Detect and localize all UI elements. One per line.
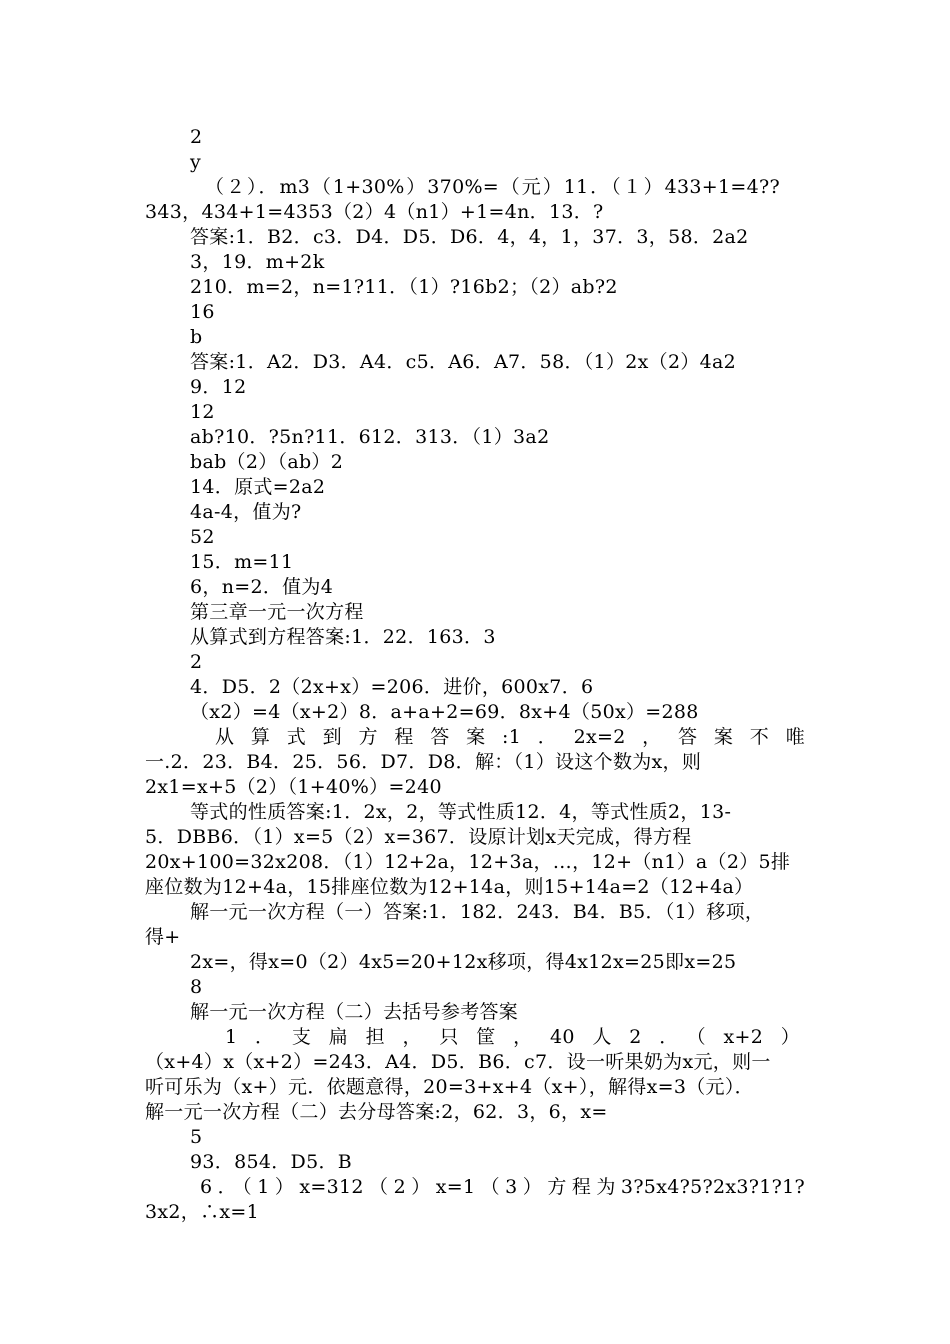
section-heading: 解一元一次方程（二）去括号参考答案 xyxy=(190,1001,519,1023)
text-line: 2 xyxy=(190,126,203,148)
text-line: 52 xyxy=(190,526,215,548)
text-line: 得+ xyxy=(145,926,181,948)
text-line: 16 xyxy=(190,301,215,323)
text-line: 12 xyxy=(190,401,215,423)
text-line: 等式的性质答案:1．2x，2，等式性质12．4，等式性质2，13- xyxy=(190,801,732,823)
text-line: 2x1=x+5（2）（1+40%）=240 xyxy=(145,776,442,798)
text-line: 2 xyxy=(190,651,203,673)
text-line: 93．854．D5．B xyxy=(190,1151,353,1173)
section-heading: 第三章一元一次方程 xyxy=(190,601,364,623)
text-line: 1．支扁担，只筐，40人2．（x+2） xyxy=(225,1026,800,1048)
text-line: 听可乐为（x+）元．依题意得，20=3+x+4（x+），解得x=3（元）． xyxy=(145,1076,754,1098)
text-line: （x+4）x（x+2）=243．A4．D5．B6．c7．设一听果奶为x元，则一 xyxy=(145,1051,771,1073)
text-line: 答案:1．B2．c3．D4．D5．D6．4，4，1，37．3，58．2a2 xyxy=(190,226,749,248)
text-line: 5．DBB6．（1）x=5（2）x=367．设原计划x天完成，得方程 xyxy=(145,826,692,848)
text-line: 座位数为12+4a，15排座位数为12+14a，则15+14a=2（12+4a） xyxy=(145,876,754,898)
text-line: 2x=，得x=0（2）4x5=20+12x移项，得4x12x=25即x=25 xyxy=(190,951,737,973)
text-line: 8 xyxy=(190,976,203,998)
text-line: （２）．m3（1+30%）370%=（元）11．（１）433+1=4?? xyxy=(205,176,780,198)
text-line: （x2）=4（x+2）8．a+a+2=69．8x+4（50x）=288 xyxy=(190,701,699,723)
text-line: ab?10．?5n?11．612．313．（1）3a2 xyxy=(190,426,550,448)
text-line: 从算式到方程答案:1．22．163．3 xyxy=(190,626,496,648)
text-line: b xyxy=(190,326,203,348)
text-line: 9．12 xyxy=(190,376,247,398)
text-line: 解一元一次方程（一）答案:1．182．243．B4．B5．（1）移项， xyxy=(190,901,765,923)
text-line: 15．m=11 xyxy=(190,551,294,573)
text-line: 从算式到方程答案:1．2x=2，答案不唯 xyxy=(215,726,805,748)
text-line: 4a-4，值为? xyxy=(190,501,302,523)
text-line: bab（2）（ab）2 xyxy=(190,451,344,473)
text-line: 6，n=2．值为4 xyxy=(190,576,334,598)
text-line: 20x+100=32x208．（1）12+2a，12+3a，…，12+（n1）a（2）5排 xyxy=(145,851,791,873)
text-line: 3x2，∴x=1 xyxy=(145,1201,260,1223)
text-line: y xyxy=(190,151,202,173)
text-line: 答案:1．A2．D3．A4．c5．A6．A7．58．（1）2x（2）4a2 xyxy=(190,351,737,373)
text-line: 5 xyxy=(190,1126,203,1148)
text-line: 343，434+1=4353（2）4（n1）+1=4n．13．? xyxy=(145,201,604,223)
text-line: 解一元一次方程（二）去分母答案:2，62．3，6，x= xyxy=(145,1101,608,1123)
text-line: 4．D5．2（2x+x）=206．进价，600x7．6 xyxy=(190,676,594,698)
text-line: 210．m=2，n=1?11．（1）?16b2；（2）ab?2 xyxy=(190,276,618,298)
text-line: 一.2．23．B4．25．56．D7．D8．解：（1）设这个数为x，则 xyxy=(145,751,702,773)
text-line: 3，19．m+2k xyxy=(190,251,325,273)
text-line: 6．（1）x=312（2）x=1（3）方程为3?5x4?5?2x3?1?1? xyxy=(200,1176,805,1198)
text-line: 14．原式=2a2 xyxy=(190,476,326,498)
